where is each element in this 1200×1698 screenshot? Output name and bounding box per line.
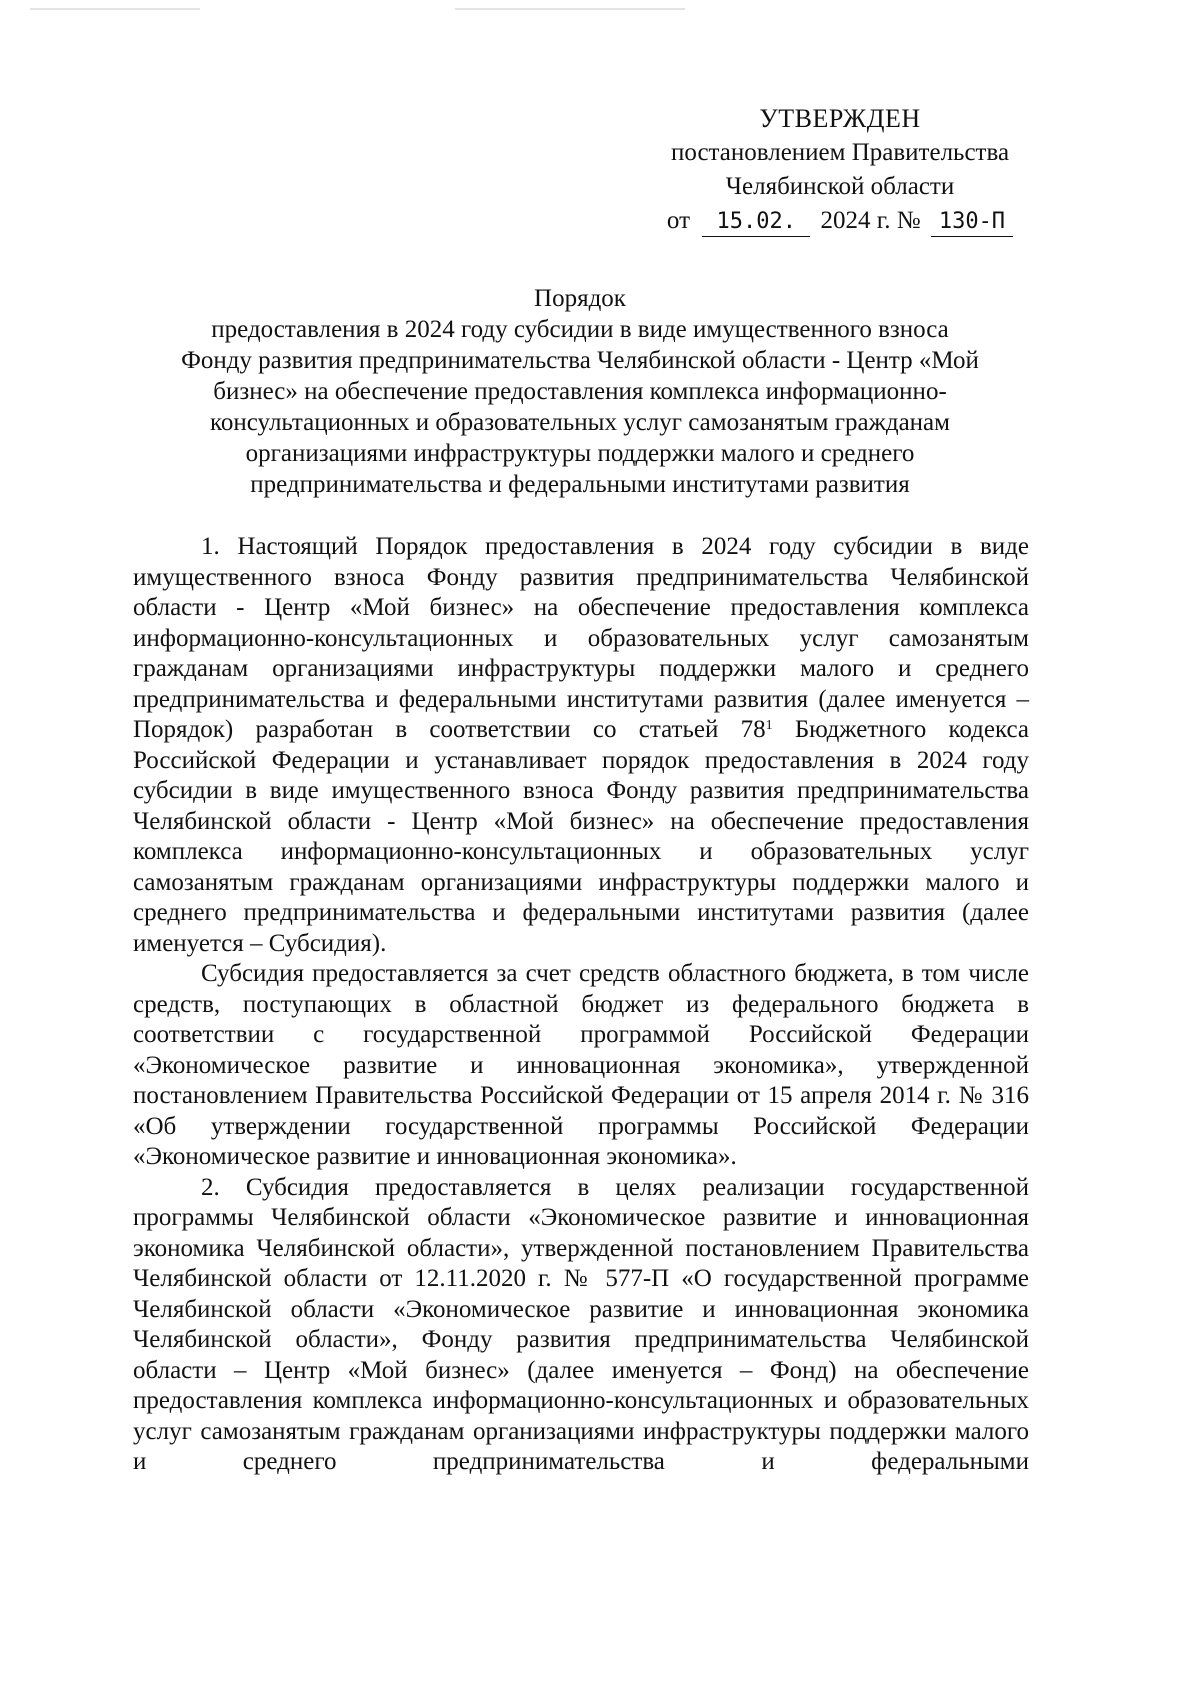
approval-dateline — [667, 204, 1013, 238]
paragraph-3: 2. Субсидия предоставляется в целях реализации государственной программы Челябинской области «Экономическое развитие и инновационная экономика Челябинской области», утвержденной постановлением Правительства Челябинской области от 12.11.2020 г. № 577-П «О государственной программе Челябинской области «Экономическое развитие и инновационная экономика Челябинской области», Фонду развития предпринимательства Челябинской области – Центр «Мой бизнес» (далее именуется – Фонд) на обеспечение предоставления комплекса информационно-консультационных и образовательных услуг самозанятым гражданам организациями инфраструктуры поддержки малого и среднего предпринимательства и федеральными — [133, 1173, 1029, 1475]
title-line: организациями инфраструктуры поддержки малого и среднего — [245, 440, 915, 467]
title-line: консультационных и образовательных услуг самозанятым гражданам — [210, 409, 950, 436]
title-line: Фонду развития предпринимательства Челябинской области - Центр «Мой — [181, 347, 979, 374]
document-body — [133, 532, 1029, 1478]
paragraph-1-part-a: 1. Настоящий Порядок предоставления в 2024 году субсидии в виде имущественного взноса Фонду развития предпринимательства Челябинской области - Центр «Мой бизнес» на обеспечение предоставления комплекса информационно-консультационных и образовательных услуг самозанятым гражданам организациями инфраструктуры поддержки малого и среднего предпринимательства и федеральными институтами развития (далее именуется – Порядок) разработан в соответствии со статьей 78 — [133, 533, 1029, 743]
paragraph-1-part-b: Бюджетного кодекса Российской Федерации и устанавливает порядок предоставления в 2024 году субсидии в виде имущественного взноса Фонду развития предпринимательства Челябинской области - Центр «Мой бизнес» на обеспечение предоставления комплекса информационно-консультационных и образовательных услуг самозанятым гражданам организациями инфраструктуры поддержки малого и среднего предпринимательства и федеральными институтами развития (далее именуется – Субсидия). — [133, 716, 1030, 957]
approval-number: 130-П — [931, 208, 1013, 237]
approval-heading: УТВЕРЖДЕН — [759, 104, 921, 133]
title-line: предоставления в 2024 году субсидии в виде имущественного взноса — [211, 316, 949, 343]
approval-line-2: Челябинской области — [725, 173, 955, 200]
title-line: бизнес» на обеспечение предоставления комплекса информационно- — [213, 378, 947, 405]
scan-artifact — [30, 8, 200, 10]
superscript: 1 — [765, 718, 773, 733]
approval-year: 2024 г. № — [820, 207, 921, 234]
document-title — [130, 283, 1030, 500]
paragraph-2: Субсидия предоставляется за счет средств областного бюджета, в том числе средств, поступающих в областной бюджет из федерального бюджета в соответствии с государственной программой Российской Федерации «Экономическое развитие и инновационная экономика», утвержденной постановлением Правительства Российской Федерации от 15 апреля 2014 г. № 316 «Об утверждении государственной программы Российской Федерации «Экономическое развитие и инновационная экономика». — [133, 960, 1029, 1170]
approval-line-1: постановлением Правительства — [670, 139, 1010, 166]
approval-stamp — [630, 102, 1050, 238]
approval-date: 15.02. — [702, 208, 810, 237]
approval-prefix: от — [666, 207, 691, 234]
scan-artifact — [455, 8, 685, 10]
title-line: предпринимательства и федеральными институтами развития — [250, 471, 910, 498]
title-heading: Порядок — [534, 285, 626, 312]
paragraph-1 — [133, 532, 1029, 959]
